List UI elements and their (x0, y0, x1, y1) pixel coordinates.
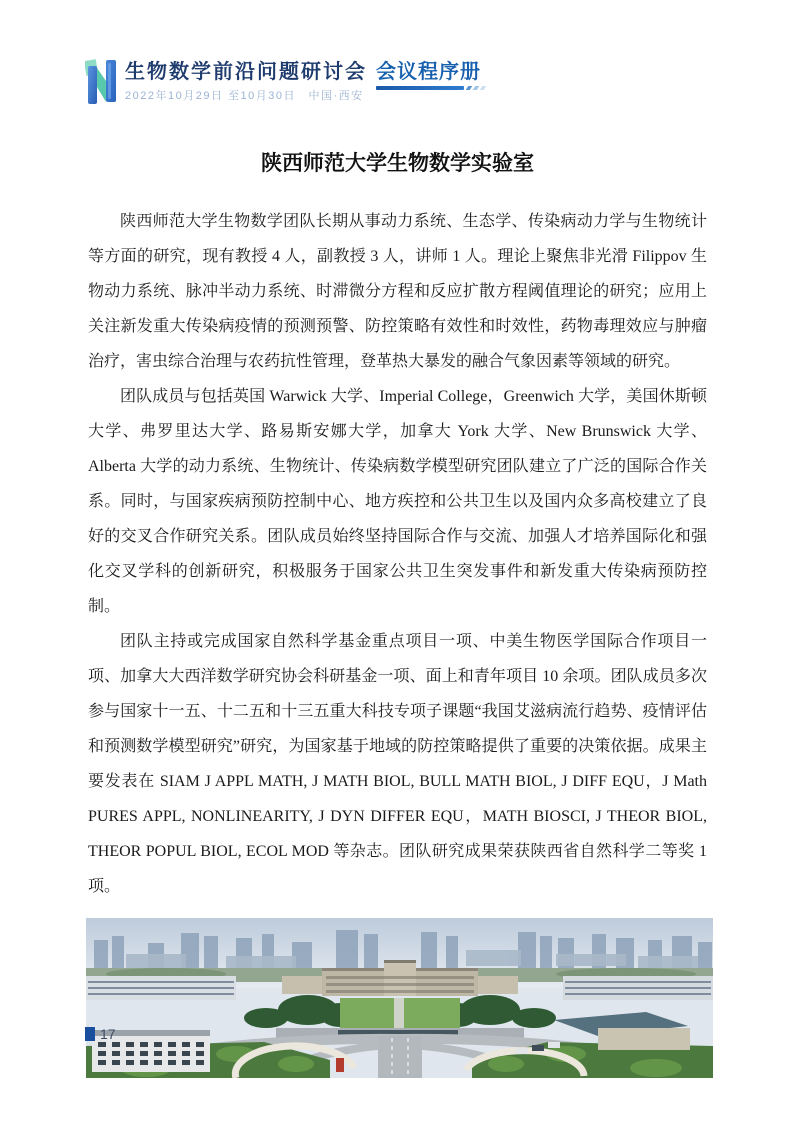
conference-logo-icon (85, 55, 119, 107)
page-number: 17 (100, 1026, 116, 1042)
booklet-title-wrap (376, 55, 481, 84)
conference-date-location: 2022年10月29日 至10月30日 中国·西安 (125, 90, 364, 102)
paragraph-grants-publications: 团队主持或完成国家自然科学基金重点项目一项、中美生物医学国际合作项目一项、加拿大大西洋数学研究协会科研基金一项、面上和青年项目 10 余项。团队成员多次参与国家十一五、十二五和十三五重大科技专项子课题“我国艾滋病流行趋势、疫情评估和预测数学模型研究”研究，为国家基于地域的防控策略提供了重要的决策依据。成果主要发表在 SIAM J APPL MATH, J MATH BIOL, BULL MATH BIOL, J DIFF EQU，J Math PURES APPL, NONLINEARITY, J DYN DIFFER EQU，MATH BIOSCI, J THEOR BIOL, THEOR POPUL BIOL, ECOL MOD 等杂志。团队研究成果荣获陕西省自然科学二等奖 1 项。 (88, 633, 707, 895)
conference-title: 生物数学前沿问题研讨会 (125, 61, 367, 83)
campus-aerial-photo (86, 918, 713, 1078)
page-title: 陕西师范大学生物数学实验室 (261, 151, 534, 175)
paragraph-international-collaboration: 团队成员与包括英国 Warwick 大学、Imperial College，Greenwich 大学，美国休斯顿大学、弗罗里达大学、路易斯安娜大学，加拿大 York 大学、New Brunswick 大学、Alberta 大学的动力系统、生物统计、传染病数学模型研究团队建立了广泛的国际合作关系。同时，与国家疾病预防控制中心、地方疾控和公共卫生以及国内众多高校建立了良好的交叉合作研究关系。团队成员始终坚持国际合作与交流、加强人才培养国际化和强化交叉学科的创新研究，积极服务于国家公共卫生突发事件和新发重大传染病预防控制。 (88, 388, 707, 615)
header-title-row (125, 55, 481, 84)
booklet-title: 会议程序册 (376, 61, 481, 83)
page-number-marker (85, 1027, 95, 1041)
page-header (85, 55, 709, 107)
page-footer (85, 1026, 116, 1042)
paragraph-team-overview: 陕西师范大学生物数学团队长期从事动力系统、生态学、传染病动力学与生物统计等方面的研究，现有教授 4 人，副教授 3 人，讲师 1 人。理论上聚焦非光滑 Filippov 生物动力系统、脉冲半动力系统、时滞微分方程和反应扩散方程阈值理论的研究；应用上关注新发重大传染病疫情的预测预警、防控策略有效性和时效性，药物毒理效应与肿瘤治疗，害虫综合治理与农药抗性管理，登革热大暴发的融合气象因素等领域的研究。 (88, 213, 707, 370)
header-text-block (125, 55, 481, 103)
document-content (88, 148, 707, 1078)
booklet-underline-decoration (376, 86, 485, 90)
